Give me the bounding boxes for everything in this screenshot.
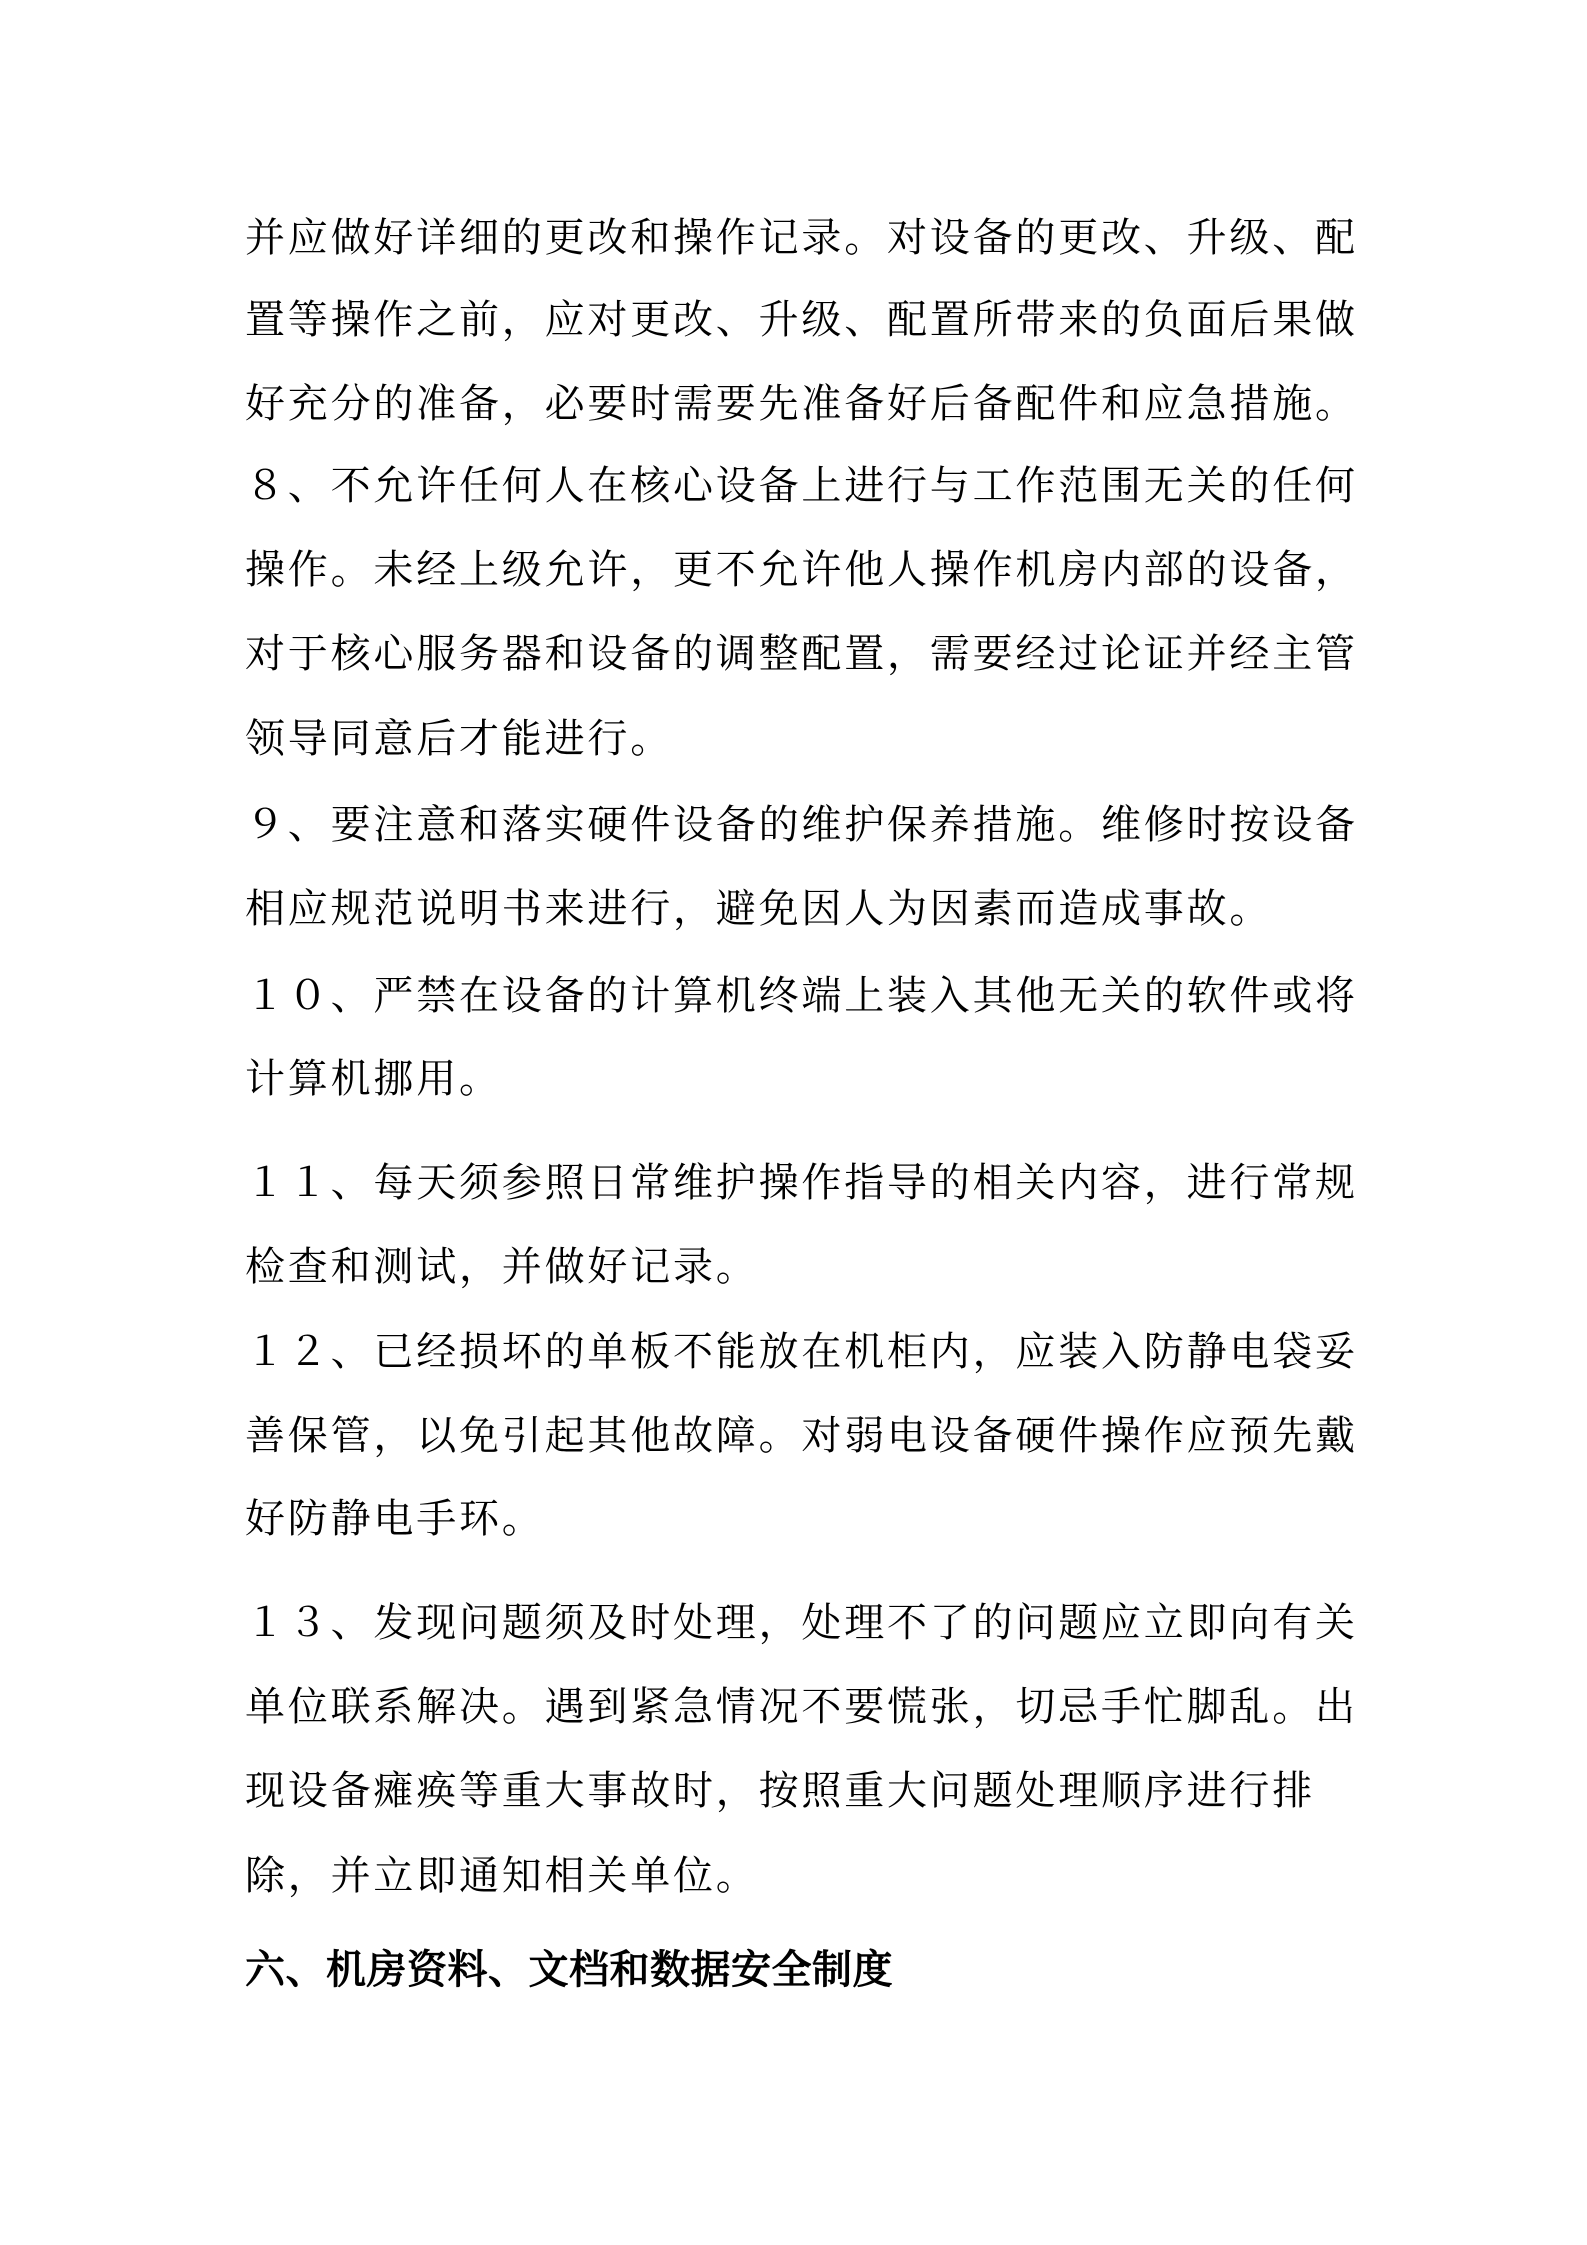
text-line: １２、已经损坏的单板不能放在机柜内，应装入防静电袋妥 — [245, 1329, 1358, 1375]
text-line: 单位联系解决。遇到紧急情况不要慌张，切忌手忙脚乱。出 — [245, 1684, 1358, 1730]
text-line: 相应规范说明书来进行，避免因人为因素而造成事故。 — [245, 886, 1273, 932]
text-line: 好防静电手环。 — [245, 1496, 545, 1542]
text-line: 检查和测试，并做好记录。 — [245, 1244, 759, 1290]
text-line: １１、每天须参照日常维护操作指导的相关内容，进行常规 — [245, 1160, 1358, 1206]
text-line: 对于核心服务器和设备的调整配置，需要经过论证并经主管 — [245, 631, 1358, 677]
text-line: １０、严禁在设备的计算机终端上装入其他无关的软件或将 — [245, 973, 1358, 1019]
text-line: 操作。未经上级允许，更不允许他人操作机房内部的设备， — [245, 547, 1358, 593]
text-line: 除，并立即通知相关单位。 — [245, 1853, 759, 1899]
text-line: 善保管，以免引起其他故障。对弱电设备硬件操作应预先戴 — [245, 1413, 1358, 1459]
text-line: ９、要注意和落实硬件设备的维护保养措施。维修时按设备 — [245, 802, 1358, 848]
text-line: 现设备瘫痪等重大事故时，按照重大问题处理顺序进行排 — [245, 1768, 1315, 1814]
text-line: 置等操作之前，应对更改、升级、配置所带来的负面后果做 — [245, 297, 1358, 343]
text-line: 计算机挪用。 — [245, 1056, 502, 1102]
section-heading: 六、机房资料、文档和数据安全制度 — [245, 1947, 893, 1993]
text-line: ８、不允许任何人在核心设备上进行与工作范围无关的任何 — [245, 463, 1358, 509]
text-line: 并应做好详细的更改和操作记录。对设备的更改、升级、配 — [245, 215, 1358, 261]
text-line: 好充分的准备，必要时需要先准备好后备配件和应急措施。 — [245, 381, 1358, 427]
text-line: 领导同意后才能进行。 — [245, 716, 673, 762]
text-line: １３、发现问题须及时处理，处理不了的问题应立即向有关 — [245, 1600, 1358, 1646]
